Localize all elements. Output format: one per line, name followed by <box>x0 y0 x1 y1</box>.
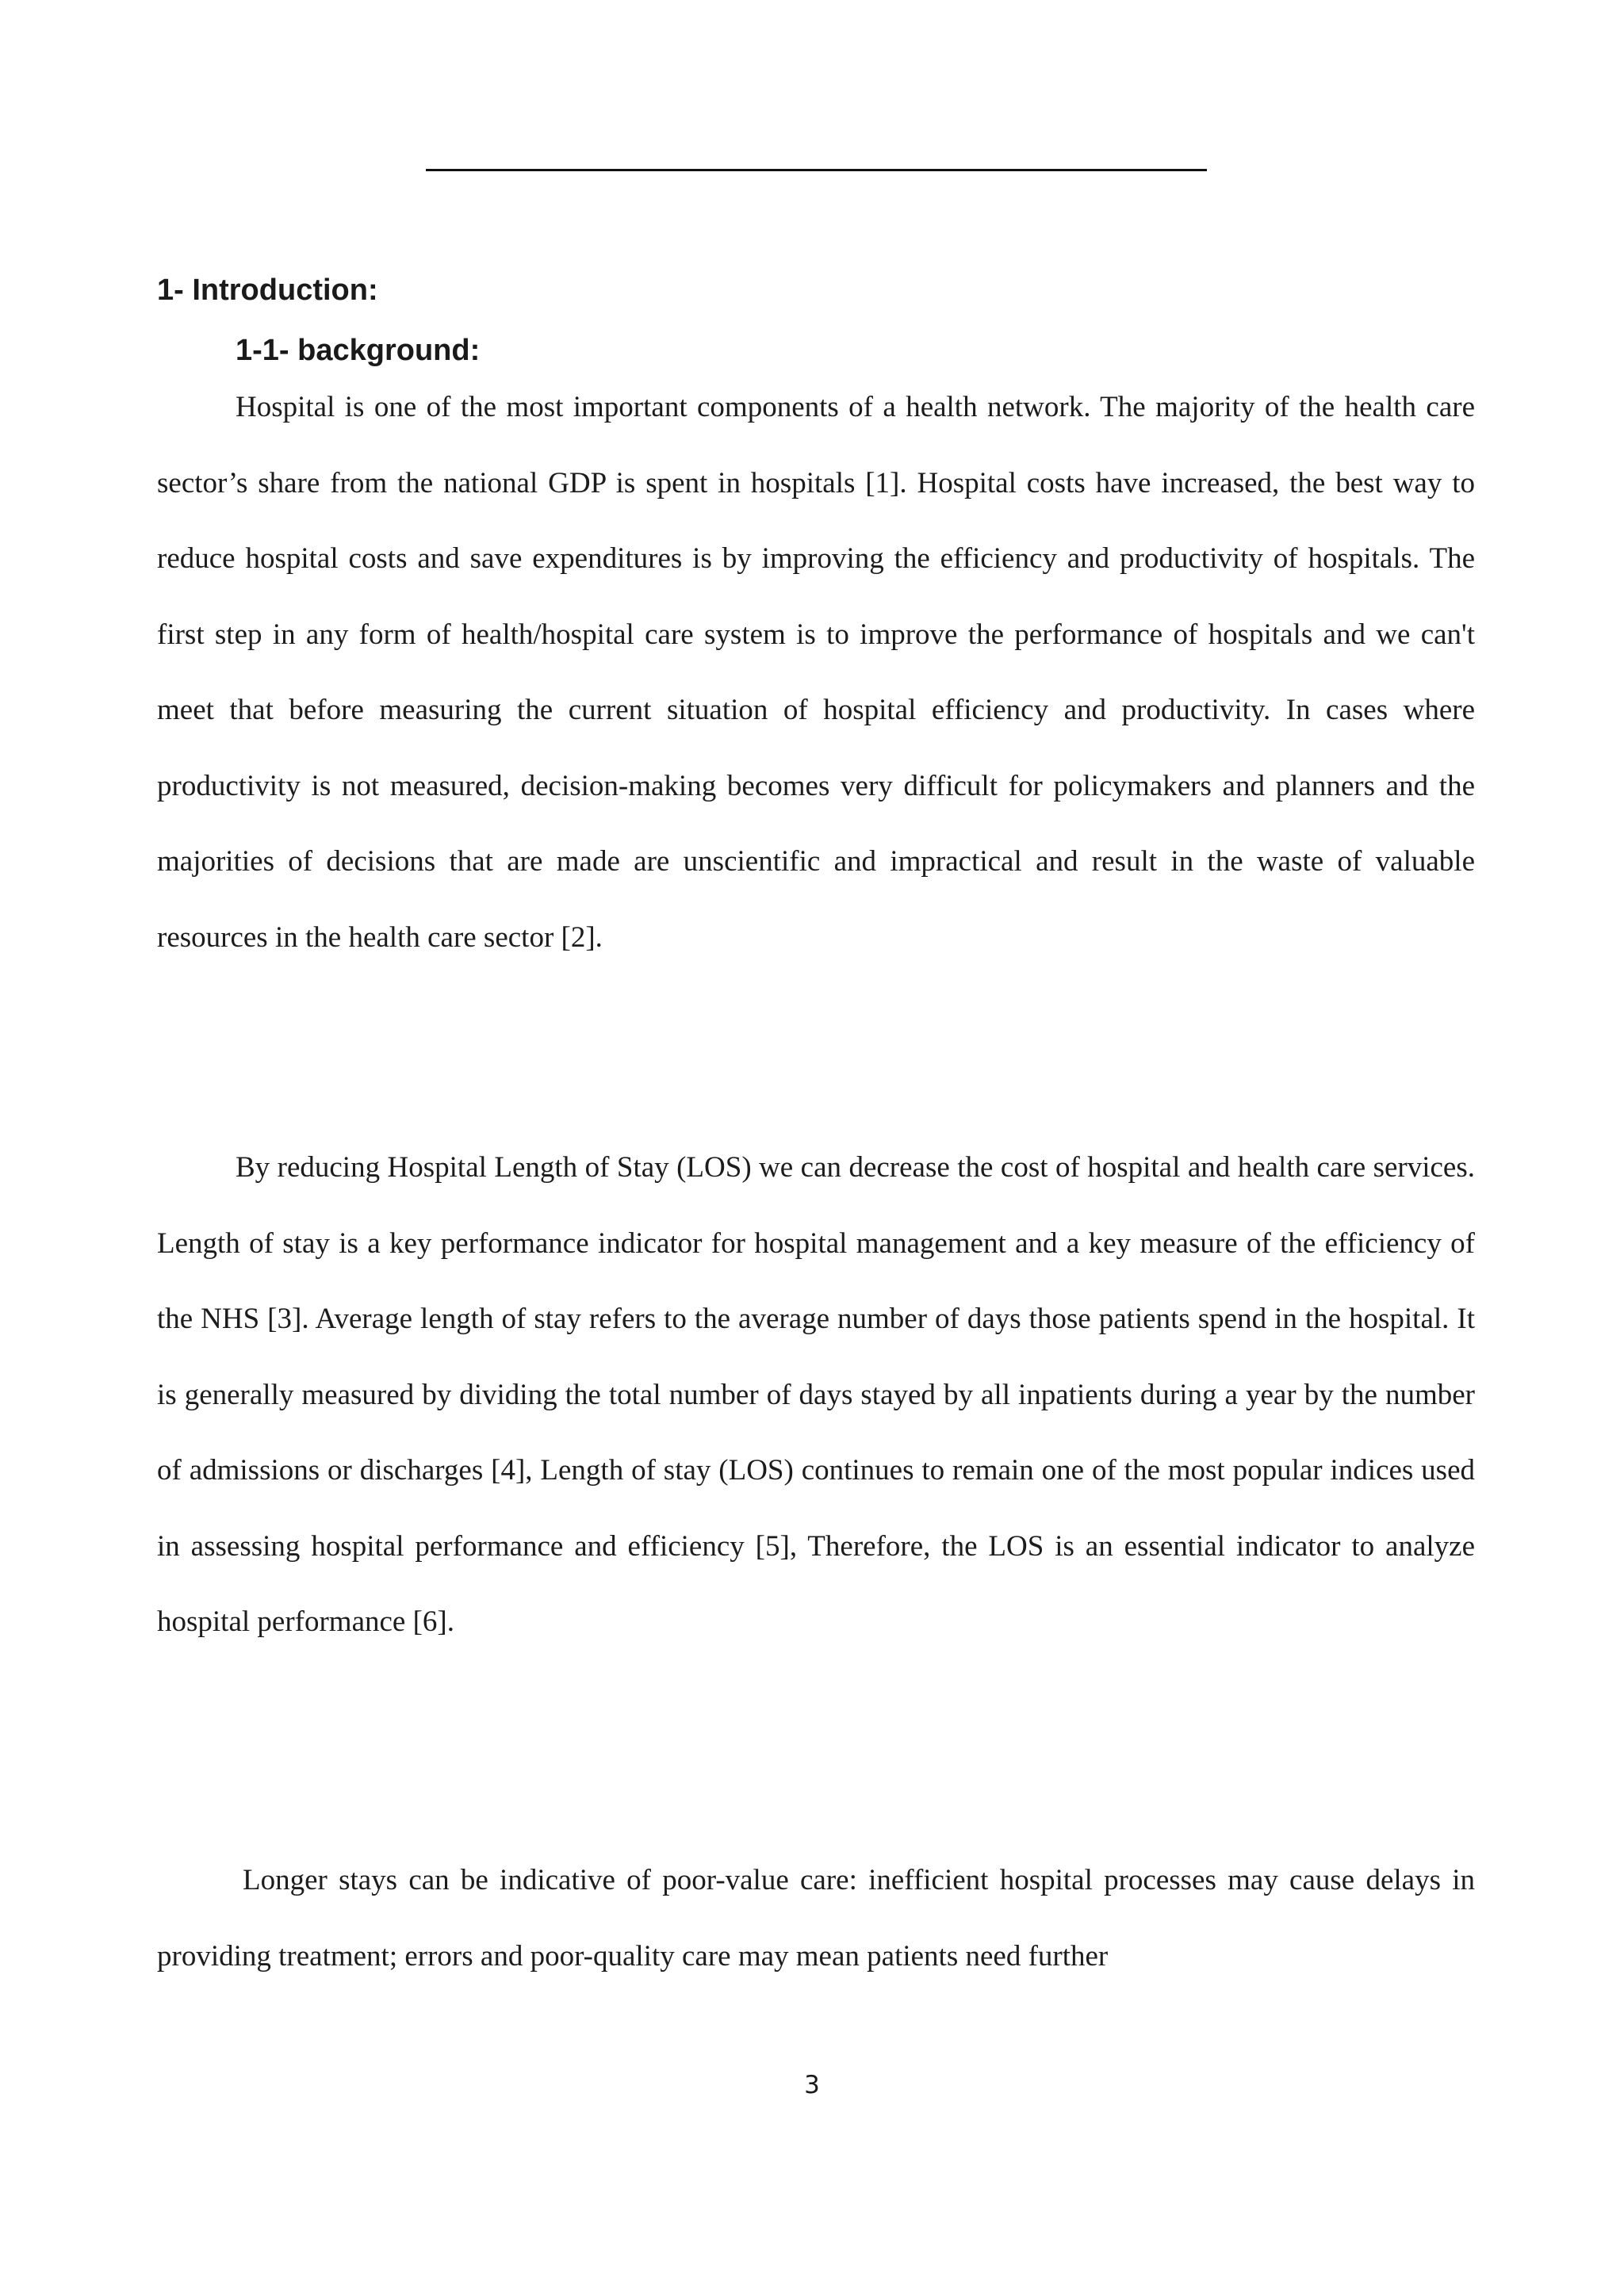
subsection-heading: 1-1- background: <box>236 334 481 367</box>
page-number: 3 <box>804 2071 820 2099</box>
body-paragraph-2: By reducing Hospital Length of Stay (LOS) we can decrease the cost of hospital and health care services. Length of stay is a key performance indicator for hospital management and a key measure of the efficiency of the NHS [3]. Average length of stay refers to the average number of days those patients spend in the hospital. It is generally measured by dividing the total number of days stayed by all inpatients during a year by the number of admissions or discharges [4], Length of stay (LOS) continues to remain one of the most popular indices used in assessing hospital performance and efficiency [5], Therefore, the LOS is an essential indicator to analyze hospital performance [6]. <box>157 1151 1475 1638</box>
body-paragraph-3: Longer stays can be indicative of poor-value care: inefficient hospital processes may cause delays in providing treatment; errors and poor-quality care may mean patients need further <box>157 1864 1475 1973</box>
section-heading: 1- Introduction: <box>157 274 378 307</box>
body-paragraph-1: Hospital is one of the most important components of a health network. The majority of the health care sector’s share from the national GDP is spent in hospitals [1]. Hospital costs have increased, the best way to reduce hospital costs and save expenditures is by improving the efficiency and productivity of hospitals. The first step in any form of health/hospital care system is to improve the performance of hospitals and we can't meet that before measuring the current situation of hospital efficiency and productivity. In cases where productivity is not measured, decision-making becomes very difficult for policymakers and planners and the majorities of decisions that are made are unscientific and impractical and result in the waste of valuable resources in the health care sector [2]. <box>157 391 1475 954</box>
header-rule <box>426 169 1207 171</box>
